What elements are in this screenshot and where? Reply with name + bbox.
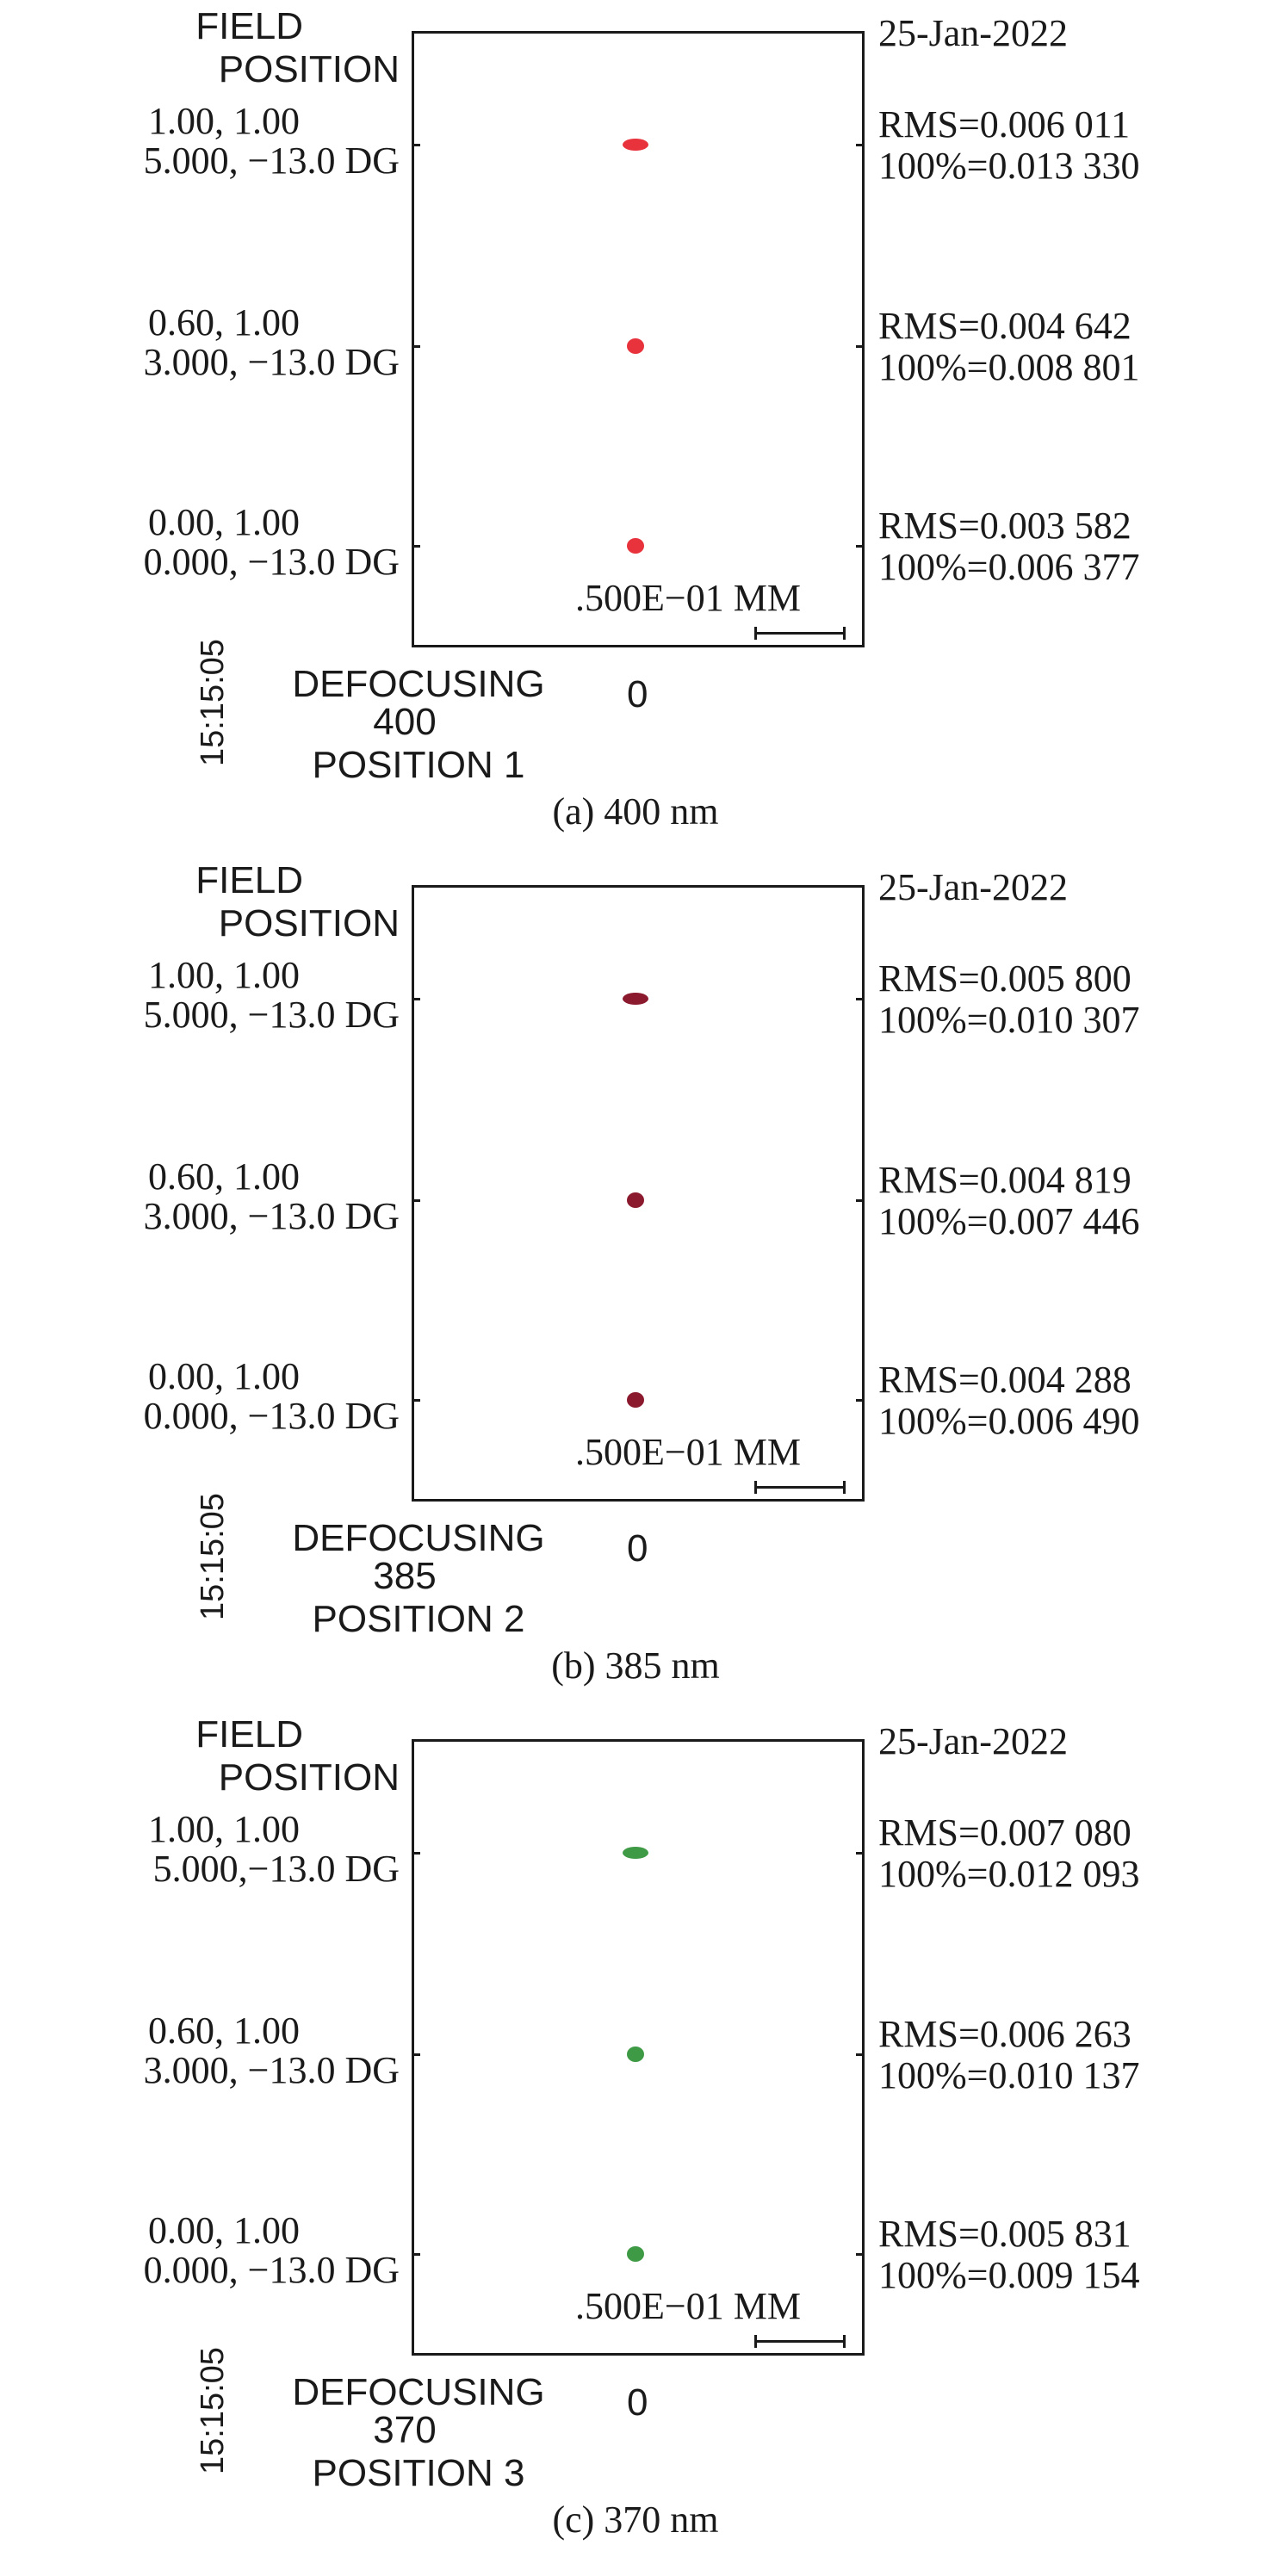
geo-radius-value: 100%=0.007 446 bbox=[878, 1200, 1140, 1242]
rms-value: RMS=0.003 582 bbox=[878, 505, 1132, 547]
spot-diagram-panel bbox=[0, 1708, 1271, 2561]
spot-point bbox=[627, 1392, 644, 1408]
defocusing-value: 400 bbox=[373, 701, 437, 743]
right-tick bbox=[856, 2253, 865, 2256]
axis-zero-label: 0 bbox=[627, 2381, 648, 2424]
spot-diagram-panel bbox=[0, 0, 1271, 852]
rms-value: RMS=0.005 831 bbox=[878, 2213, 1132, 2255]
field-header-line2: POSITION bbox=[218, 1756, 400, 1799]
axis-zero-label: 0 bbox=[627, 673, 648, 715]
geo-radius-value: 100%=0.012 093 bbox=[878, 1853, 1140, 1895]
field-relative-coords: 0.60, 1.00 bbox=[148, 301, 300, 344]
field-relative-coords: 0.60, 1.00 bbox=[148, 1155, 300, 1198]
scale-bar bbox=[754, 2340, 846, 2343]
field-relative-coords: 1.00, 1.00 bbox=[148, 1808, 300, 1850]
geo-radius-value: 100%=0.013 330 bbox=[878, 145, 1140, 187]
defocusing-label: DEFOCUSING bbox=[292, 663, 545, 705]
position-label: POSITION 2 bbox=[312, 1598, 525, 1640]
field-relative-coords: 1.00, 1.00 bbox=[148, 954, 300, 996]
panel-caption: (c) 370 nm bbox=[552, 2499, 719, 2541]
timestamp: 15:15:05 bbox=[195, 1493, 231, 1620]
rms-value: RMS=0.004 288 bbox=[878, 1359, 1132, 1401]
panel-caption: (a) 400 nm bbox=[552, 790, 719, 833]
field-relative-coords: 0.00, 1.00 bbox=[148, 501, 300, 543]
rms-value: RMS=0.007 080 bbox=[878, 1811, 1132, 1854]
left-tick bbox=[412, 2253, 420, 2256]
date-label: 25-Jan-2022 bbox=[878, 866, 1068, 908]
defocusing-label: DEFOCUSING bbox=[292, 1517, 545, 1559]
field-header-line2: POSITION bbox=[218, 902, 400, 944]
axis-zero-label: 0 bbox=[627, 1527, 648, 1570]
rms-value: RMS=0.004 642 bbox=[878, 305, 1132, 347]
field-angle-coords: 3.000, −13.0 DG bbox=[143, 1195, 400, 1237]
geo-radius-value: 100%=0.010 307 bbox=[878, 999, 1140, 1041]
spot-point bbox=[623, 993, 648, 1005]
right-tick bbox=[856, 998, 865, 1000]
right-tick bbox=[856, 1399, 865, 1402]
position-label: POSITION 1 bbox=[312, 744, 525, 786]
field-header-line1: FIELD bbox=[195, 859, 303, 901]
field-angle-coords: 3.000, −13.0 DG bbox=[143, 341, 400, 383]
left-tick bbox=[412, 1399, 420, 1402]
left-tick bbox=[412, 2053, 420, 2056]
field-header-line2: POSITION bbox=[218, 48, 400, 90]
position-label: POSITION 3 bbox=[312, 2452, 525, 2494]
spot-diagram-panel bbox=[0, 854, 1271, 1706]
field-relative-coords: 1.00, 1.00 bbox=[148, 100, 300, 142]
timestamp: 15:15:05 bbox=[195, 639, 231, 766]
field-relative-coords: 0.60, 1.00 bbox=[148, 2009, 300, 2052]
left-tick bbox=[412, 545, 420, 548]
field-angle-coords: 5.000, −13.0 DG bbox=[143, 139, 400, 182]
rms-value: RMS=0.005 800 bbox=[878, 957, 1132, 1000]
geo-radius-value: 100%=0.006 377 bbox=[878, 546, 1140, 588]
geo-radius-value: 100%=0.008 801 bbox=[878, 346, 1140, 388]
spot-point bbox=[627, 2047, 644, 2062]
geo-radius-value: 100%=0.009 154 bbox=[878, 2254, 1140, 2296]
scale-label: .500E−01 MM bbox=[575, 577, 801, 619]
spot-point bbox=[627, 2246, 644, 2262]
left-tick bbox=[412, 1852, 420, 1855]
date-label: 25-Jan-2022 bbox=[878, 1720, 1068, 1762]
scale-label: .500E−01 MM bbox=[575, 2285, 801, 2327]
field-angle-coords: 0.000, −13.0 DG bbox=[143, 2249, 400, 2291]
right-tick bbox=[856, 2053, 865, 2056]
scale-label: .500E−01 MM bbox=[575, 1431, 801, 1473]
scale-bar bbox=[754, 1486, 846, 1489]
scale-bar bbox=[754, 632, 846, 635]
field-angle-coords: 5.000, −13.0 DG bbox=[143, 994, 400, 1036]
left-tick bbox=[412, 144, 420, 146]
spot-point bbox=[627, 338, 644, 354]
field-header-line1: FIELD bbox=[195, 5, 303, 47]
geo-radius-value: 100%=0.006 490 bbox=[878, 1400, 1140, 1442]
field-angle-coords: 0.000, −13.0 DG bbox=[143, 541, 400, 583]
rms-value: RMS=0.004 819 bbox=[878, 1159, 1132, 1201]
field-angle-coords: 3.000, −13.0 DG bbox=[143, 2049, 400, 2091]
date-label: 25-Jan-2022 bbox=[878, 12, 1068, 54]
spot-point bbox=[623, 1847, 648, 1859]
rms-value: RMS=0.006 263 bbox=[878, 2013, 1132, 2055]
left-tick bbox=[412, 1199, 420, 1202]
spot-point bbox=[627, 1192, 644, 1208]
field-relative-coords: 0.00, 1.00 bbox=[148, 2209, 300, 2251]
rms-value: RMS=0.006 011 bbox=[878, 103, 1131, 146]
defocusing-label: DEFOCUSING bbox=[292, 2371, 545, 2413]
defocusing-value: 385 bbox=[373, 1555, 437, 1597]
timestamp: 15:15:05 bbox=[195, 2347, 231, 2474]
field-header-line1: FIELD bbox=[195, 1713, 303, 1756]
geo-radius-value: 100%=0.010 137 bbox=[878, 2054, 1140, 2096]
field-angle-coords: 0.000, −13.0 DG bbox=[143, 1395, 400, 1437]
spot-point bbox=[623, 139, 648, 151]
left-tick bbox=[412, 345, 420, 348]
defocusing-value: 370 bbox=[373, 2409, 437, 2451]
right-tick bbox=[856, 545, 865, 548]
right-tick bbox=[856, 345, 865, 348]
right-tick bbox=[856, 144, 865, 146]
right-tick bbox=[856, 1199, 865, 1202]
spot-point bbox=[627, 538, 644, 554]
field-relative-coords: 0.00, 1.00 bbox=[148, 1355, 300, 1397]
left-tick bbox=[412, 998, 420, 1000]
field-angle-coords: 5.000,−13.0 DG bbox=[152, 1848, 400, 1890]
right-tick bbox=[856, 1852, 865, 1855]
panel-caption: (b) 385 nm bbox=[551, 1644, 720, 1687]
